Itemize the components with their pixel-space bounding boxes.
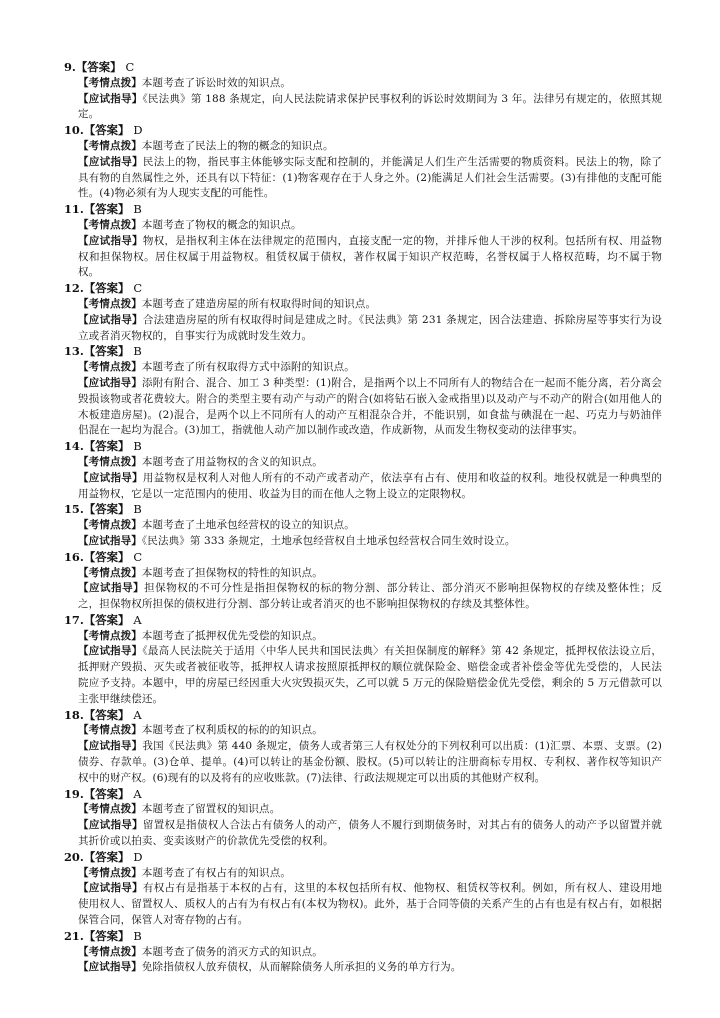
exam-point-note: [78, 297, 662, 313]
exam-point-note: [78, 360, 662, 376]
note-label: 【应试指导】: [78, 882, 143, 895]
answer-line: [64, 502, 662, 518]
exam-point-note: [78, 629, 662, 645]
exam-point-note: [78, 566, 662, 582]
exam-guide-note: [78, 644, 662, 707]
note-label: 【考情点拨】: [78, 139, 142, 152]
note-text: 留置权是指债权人合法占有债务人的动产，债务人不履行到期债务时，对其占有的债务人的动产予以留置并就其折价或以拍卖、变卖该财产的价款优先受偿的权利。: [78, 819, 662, 848]
note-text: 担保物权的不可分性是指担保物权的标的物分割、部分转让、部分消灭不影响担保物权的存续及整体性；反之，担保物权所担保的债权进行分割、部分转让或者消灭的也不影响担保物权的存续及其整体性。: [78, 582, 662, 611]
note-text: 本题考查了物权的概念的知识点。: [141, 218, 302, 231]
note-text: 本题考查了建造房屋的所有权取得时间的知识点。: [141, 297, 377, 310]
note-text: 有权占有是指基于本权的占有，这里的本权包括所有权、他物权、租赁权等权利。例如，所有权人、建设用地使用权人、留置权人、质权人的占有为有权占有(本权为物权)。此外，基于合同等债的关系产生的占有也是有权占有，如根据保管合同，保管人对寄存物的占有。: [78, 882, 662, 927]
answer-choice: C: [133, 549, 143, 564]
note-text: 民法上的物，指民事主体能够实际支配和控制的，并能满足人们生产生活需要的物质资料。民法上的物，除了具有物的自然属性之外，还具有以下特征：(1)物客观存在于人身之外。(2)能满足人们社会生活需要。(3)有排他的支配可能性。(4)物必须有为人现实支配的可能性。: [78, 155, 662, 200]
answer-line: [64, 708, 662, 724]
note-label: 【应试指导】: [78, 582, 145, 595]
note-text: 本题考查了用益物权的含义的知识点。: [141, 455, 323, 468]
exam-point-note: [78, 802, 662, 818]
answer-block: [64, 502, 662, 549]
answer-block: [64, 786, 662, 850]
answer-label: 【答案】: [83, 707, 130, 722]
question-number: 18.: [64, 707, 84, 722]
answer-line: [64, 202, 662, 218]
answer-label: 【答案】: [83, 202, 130, 217]
answer-line: [64, 60, 662, 76]
answer-line: [64, 281, 662, 297]
note-text: 添附有附合、混合、加工 3 种类型：(1)附合，是指两个以上不同所有人的物结合在一起而不能分离，若分离会毁损该物或者花费较大。附合的类型主要有动产与动产的附合(如将钻石嵌入金戒指里)以及动产与不动产的附合(如用他人的木板建造房屋)。(2)混合，是两个以上不同所有人的动产互相混杂合并，不能识别，如食盐与碘混在一起、巧克力与奶油伴侣混在一起均为混合。(3)加工，指就他人动产加以制作或改造，作成新物，从而发生物权变动的法律事实。: [78, 376, 663, 437]
answer-line: [64, 787, 662, 803]
note-text: 本题考查了抵押权优先受偿的知识点。: [141, 629, 323, 642]
answer-line: [64, 850, 662, 866]
note-text: 本题考查了债务的消灭方式的知识点。: [141, 945, 323, 958]
note-text: 本题考查了留置权的知识点。: [141, 803, 281, 816]
note-text: 《最高人民法院关于适用〈中华人民共和国民法典〉有关担保制度的解释》第 42 条规定，抵押权依法设立后，抵押财产毁损、灭失或者被征收等，抵押权人请求按照原抵押权的顺位就保险金、赔偿金或者补偿金等优先受偿的，人民法院应予支持。本题中，甲的房屋已经因重大火灾毁损灭失，乙可以就 5 万元的保险赔偿金优先受偿，剩余的 5 万元借款可以主张甲继续偿还。: [78, 645, 663, 705]
note-label: 【应试指导】: [78, 961, 142, 974]
note-label: 【应试指导】: [78, 313, 143, 326]
note-label: 【考情点拨】: [78, 519, 142, 532]
exam-guide-note: [78, 534, 662, 550]
answer-block: [64, 123, 662, 202]
question-number: 13.: [64, 344, 84, 359]
note-label: 【应试指导】: [78, 234, 143, 247]
note-label: 【考情点拨】: [78, 724, 142, 737]
exam-point-note: [78, 455, 662, 471]
question-number: 12.: [64, 281, 84, 296]
answer-line: [64, 613, 662, 629]
exam-guide-note: [78, 818, 662, 850]
note-label: 【考情点拨】: [78, 629, 142, 642]
answer-label: 【答案】: [83, 344, 130, 359]
answer-label: 【答案】: [75, 60, 122, 74]
answer-label: 【答案】: [83, 849, 130, 864]
note-text: 《民法典》第 188 条规定，向人民法院请求保护民事权利的诉讼时效期间为 3 年。法律另有规定的，依照其规定。: [78, 92, 662, 121]
answer-choice: B: [133, 502, 142, 517]
answer-block: [64, 612, 663, 708]
answer-block: [64, 849, 662, 929]
note-label: 【考情点拨】: [78, 76, 142, 89]
note-text: 合法建造房屋的所有权取得时间是建成之时。《民法典》第 231 条规定，因合法建造、拆除房屋等事实行为设立或者消灭物权的，自事实行为成就时发生效力。: [78, 313, 662, 342]
answer-choice: B: [133, 439, 142, 454]
question-number: 11.: [64, 202, 84, 217]
note-text: 本题考查了诉讼时效的知识点。: [141, 76, 292, 89]
answer-block: [64, 281, 662, 344]
answer-label: 【答案】: [83, 281, 130, 296]
answer-choice: B: [133, 344, 142, 359]
answer-choice: A: [133, 786, 142, 801]
note-text: 我国《民法典》第 440 条规定，债务人或者第三人有权处分的下列权利可以出质：(1)汇票、本票、支票。(2)债券、存款单。(3)仓单、提单。(4)可以转让的基金份额、股权。(5)可以转让的注册商标专用权、专利权、著作权等知识产权中的财产权。(6)现有的以及将有的应收账款。(7)法律、行政法规规定可以出质的其他财产权利。: [78, 740, 663, 784]
question-number: 10.: [64, 123, 84, 138]
answer-line: [64, 123, 662, 139]
exam-point-note: [78, 945, 662, 961]
note-label: 【应试指导】: [78, 645, 143, 658]
answer-block: [64, 707, 663, 787]
note-label: 【考情点拨】: [78, 566, 142, 579]
answer-block: [64, 928, 662, 976]
answer-label: 【答案】: [83, 123, 130, 138]
note-text: 本题考查了权利质权的标的的知识点。: [141, 724, 323, 737]
exam-point-note: [78, 866, 662, 882]
exam-guide-note: [78, 581, 662, 613]
question-number: 19.: [64, 786, 84, 801]
question-number: 21.: [64, 928, 84, 943]
answer-choice: A: [133, 707, 142, 722]
exam-guide-note: [78, 881, 662, 928]
answer-label: 【答案】: [83, 439, 130, 454]
answer-block: [64, 439, 662, 502]
note-label: 【考情点拨】: [78, 218, 142, 231]
note-text: 本题考查了担保物权的特性的知识点。: [141, 566, 323, 579]
question-number: 17.: [64, 612, 84, 627]
note-label: 【应试指导】: [78, 819, 143, 832]
question-number: 14.: [64, 439, 84, 454]
note-label: 【考情点拨】: [78, 803, 142, 816]
note-text: 物权，是指权利主体在法律规定的范围内，直接支配一定的物，并排斥他人干涉的权利。包括所有权、用益物权和担保物权。居住权属于用益物权。租赁权属于债权，著作权属于知识产权范畴，名誉权属于人格权范畴，均不属于物权。: [78, 234, 662, 279]
question-number: 15.: [64, 502, 84, 517]
answer-label: 【答案】: [83, 786, 130, 801]
answer-block: [64, 549, 662, 613]
exam-guide-note: [78, 313, 662, 345]
answer-choice: B: [133, 928, 142, 943]
exam-guide-note: [78, 739, 662, 786]
exam-point-note: [78, 76, 662, 92]
exam-point-note: [78, 723, 662, 739]
answer-choice: B: [133, 202, 142, 217]
note-label: 【考情点拨】: [78, 866, 142, 879]
answer-line: [64, 929, 662, 945]
answer-block: [64, 344, 663, 439]
note-label: 【应试指导】: [78, 534, 142, 547]
answer-line: [64, 344, 662, 360]
answer-choice: D: [133, 849, 143, 864]
note-label: 【考情点拨】: [78, 297, 142, 310]
exam-guide-note: [78, 92, 662, 124]
note-label: 【应试指导】: [78, 471, 143, 484]
answer-label: 【答案】: [83, 612, 130, 627]
answer-choice: D: [133, 123, 143, 138]
exam-point-note: [78, 518, 662, 534]
exam-guide-note: [78, 155, 662, 202]
answer-choice: C: [125, 60, 135, 74]
note-text: 用益物权是权利人对他人所有的不动产或者动产，依法享有占有、使用和收益的权利。地役权就是一种典型的用益物权，它是以一定范围内的使用、收益为目的而在他人之物上设立的定限物权。: [78, 471, 662, 500]
exam-guide-note: [78, 376, 662, 439]
answer-label: 【答案】: [83, 549, 130, 564]
note-text: 免除指债权人放弃债权，从而解除债务人所承担的义务的单方行为。: [141, 961, 462, 974]
question-number: 16.: [64, 549, 84, 564]
answer-block: [64, 202, 662, 281]
note-label: 【考情点拨】: [78, 361, 142, 374]
answer-choice: C: [133, 281, 143, 296]
note-label: 【应试指导】: [78, 376, 143, 389]
note-label: 【考情点拨】: [78, 945, 142, 958]
answer-block: [64, 60, 662, 123]
question-number: 9.: [64, 60, 76, 74]
exam-point-note: [78, 218, 662, 234]
exam-guide-note: [78, 960, 662, 976]
exam-guide-note: [78, 471, 662, 503]
exam-point-note: [78, 139, 662, 155]
note-label: 【应试指导】: [78, 155, 143, 168]
question-number: 20.: [64, 849, 84, 864]
note-text: 本题考查了有权占有的知识点。: [141, 866, 292, 879]
answer-line: [64, 550, 662, 566]
answer-label: 【答案】: [83, 502, 130, 517]
note-text: 本题考查了所有权取得方式中添附的知识点。: [141, 361, 355, 374]
note-text: 《民法典》第 333 条规定，土地承包经营权自土地承包经营权合同生效时设立。: [141, 534, 516, 547]
note-label: 【应试指导】: [78, 92, 143, 105]
note-text: 本题考查了土地承包经营权的设立的知识点。: [141, 519, 355, 532]
note-text: 本题考查了民法上的物的概念的知识点。: [141, 139, 334, 152]
answer-choice: A: [133, 612, 142, 627]
note-label: 【应试指导】: [78, 740, 143, 753]
answer-line: [64, 439, 662, 455]
exam-guide-note: [78, 234, 662, 281]
note-label: 【考情点拨】: [78, 455, 142, 468]
answer-label: 【答案】: [83, 928, 130, 943]
